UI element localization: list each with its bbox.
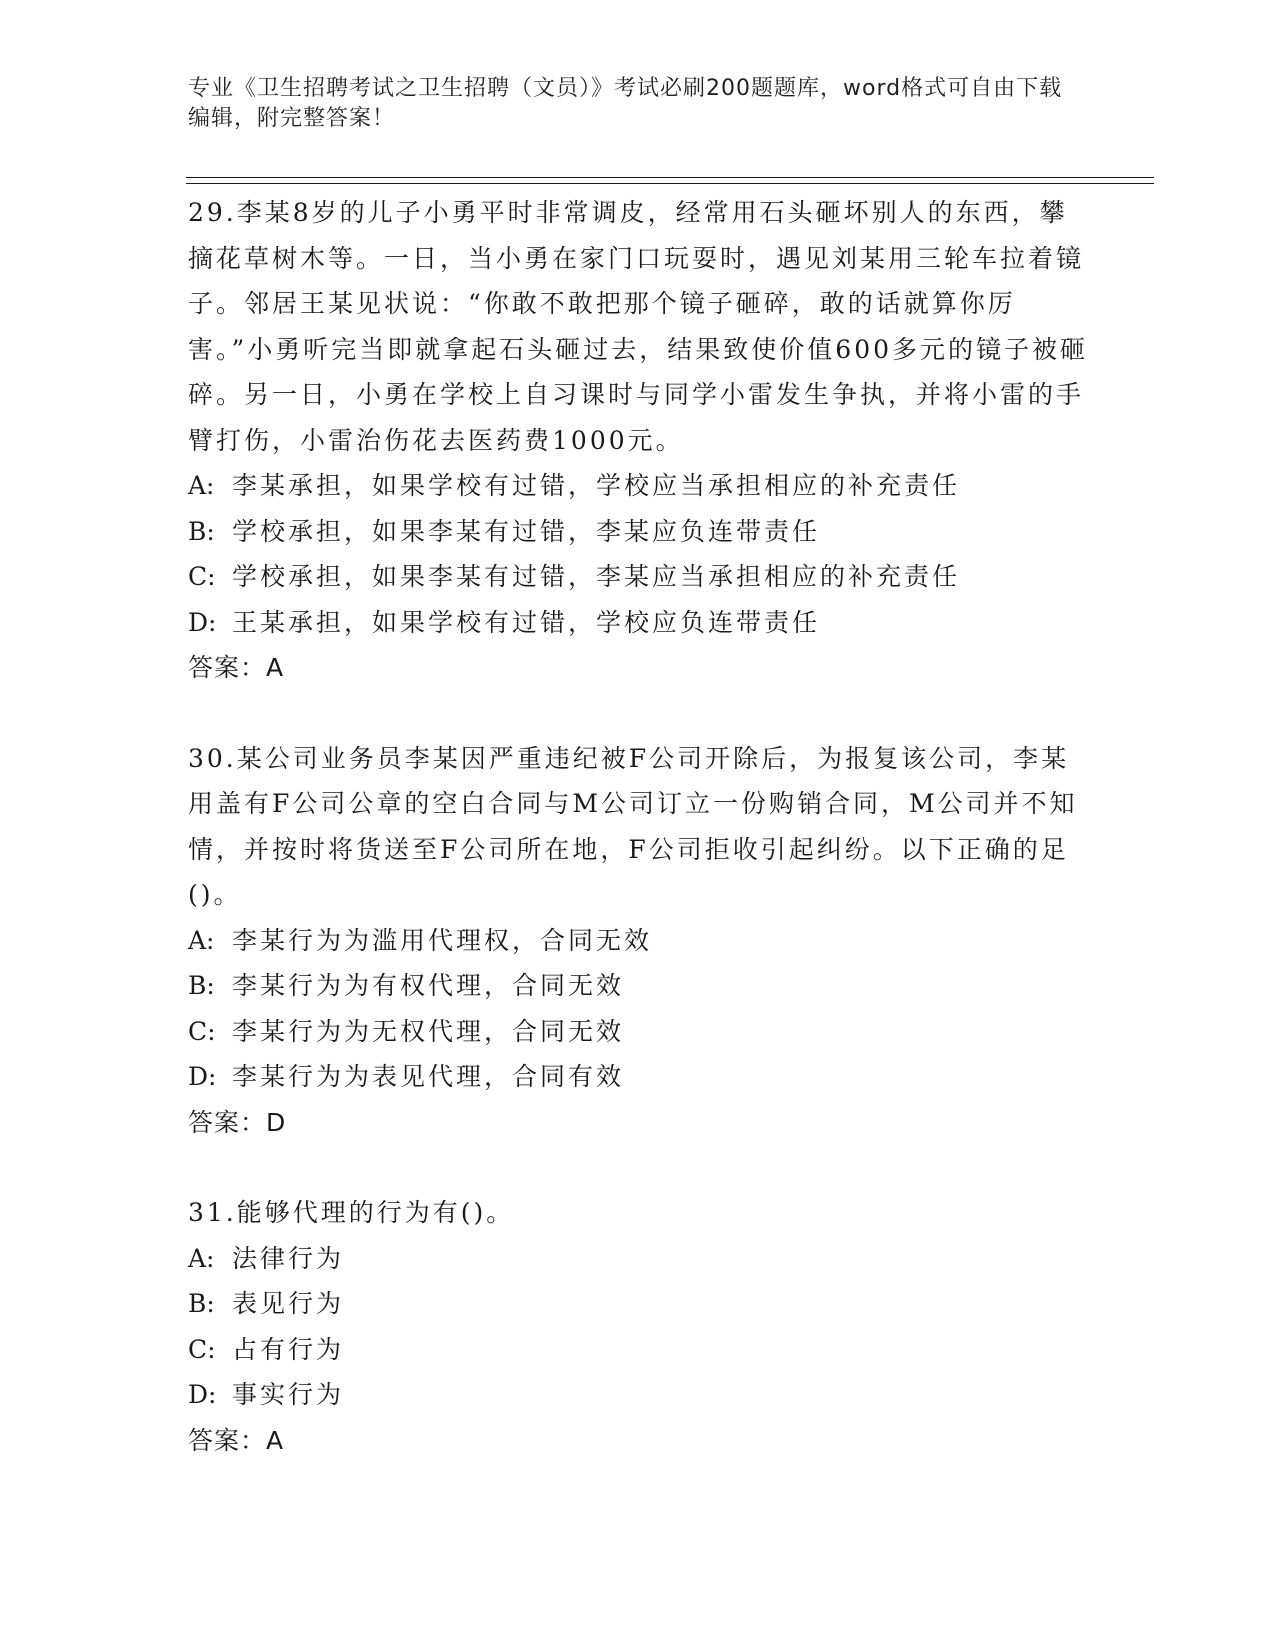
- option-d: [188, 600, 1088, 646]
- option-text: 占有行为: [232, 1334, 345, 1364]
- option-d: [188, 1372, 1088, 1418]
- option-c: [188, 1327, 1088, 1373]
- question-stem: [188, 1190, 1088, 1236]
- question-29: [188, 190, 1088, 691]
- option-a: [188, 463, 1088, 509]
- option-text: 法律行为: [232, 1243, 345, 1273]
- option-a: [188, 918, 1088, 964]
- question-text: 某公司业务员李某因严重违纪被F公司开除后，为报复该公司，李某用盖有F公司公章的空白合同与M公司订立一份购销合同，M公司并不知情，并按时将货送至F公司所在地，F公司拒收引起纠纷。以下正确的足()。: [188, 743, 1078, 909]
- option-text: 李某行为为表见代理，合同有效: [232, 1062, 625, 1091]
- option-a: [188, 1236, 1088, 1282]
- option-letter: A:: [188, 925, 215, 955]
- option-c: [188, 554, 1088, 600]
- option-text: 表见行为: [232, 1289, 345, 1318]
- question-gap: [188, 691, 1088, 736]
- option-text: 学校承担，如果李某有过错，李某应负连带责任: [232, 516, 821, 546]
- option-letter: A:: [188, 471, 215, 500]
- header-title: 专业《卫生招聘考试之卫生招聘（文员）》考试必刷200题题库，word格式可自由下载编辑，附完整答案！: [188, 76, 1063, 131]
- option-text: 李某行为为有权代理，合同无效: [232, 971, 625, 1000]
- option-letter: C:: [188, 1016, 216, 1046]
- option-text: 事实行为: [232, 1380, 345, 1409]
- option-letter: B:: [188, 1289, 215, 1318]
- option-text: 李某承担，如果学校有过错，学校应当承担相应的补充责任: [232, 471, 961, 500]
- question-number: 29.: [188, 198, 237, 227]
- option-text: 王某承担，如果学校有过错，学校应负连带责任: [232, 607, 821, 637]
- answer-line: 答案：D: [188, 1107, 287, 1137]
- option-b: [188, 963, 1088, 1009]
- question-number: 31.: [188, 1198, 237, 1227]
- question-stem: [188, 736, 1088, 918]
- question-30: [188, 736, 1088, 1146]
- option-b: [188, 509, 1088, 555]
- option-text: 李某行为为滥用代理权，合同无效: [232, 925, 653, 955]
- option-letter: A:: [188, 1243, 215, 1273]
- option-letter: D:: [188, 1380, 217, 1409]
- option-letter: B:: [188, 516, 215, 546]
- option-letter: C:: [188, 562, 216, 591]
- question-31: [188, 1190, 1088, 1463]
- option-letter: B:: [188, 971, 215, 1000]
- header-divider-bottom: [186, 183, 1154, 184]
- question-text: 能够代理的行为有()。: [236, 1198, 515, 1227]
- question-text: 李某8岁的儿子小勇平时非常调皮，经常用石头砸坏别人的东西，攀摘花草树木等。一日，当小勇在家门口玩耍时，遇见刘某用三轮车拉着镜子。邻居王某见状说：“你敢不敢把那个镜子砸碎，敢的话就算你厉害。”小勇听完当即就拿起石头砸过去，结果致使价值600多元的镜子被砸碎。另一日，小勇在学校上自习课时与同学小雷发生争执，并将小雷的手臂打伤，小雷治伤花去医药费1000元。: [188, 198, 1089, 455]
- question-list: [188, 190, 1088, 1463]
- option-c: [188, 1009, 1088, 1055]
- option-b: [188, 1281, 1088, 1327]
- option-letter: C:: [188, 1334, 216, 1364]
- option-letter: D:: [188, 1062, 217, 1091]
- header-divider-top: [186, 177, 1154, 178]
- question-gap: [188, 1145, 1088, 1190]
- option-text: 李某行为为无权代理，合同无效: [232, 1016, 625, 1046]
- page-header: [188, 74, 1068, 134]
- answer-line: 答案：A: [188, 653, 285, 682]
- option-letter: D:: [188, 607, 217, 637]
- answer-line: 答案：A: [188, 1425, 285, 1455]
- question-stem: [188, 190, 1088, 463]
- question-number: 30.: [188, 743, 237, 773]
- option-text: 学校承担，如果李某有过错，李某应当承担相应的补充责任: [232, 562, 961, 591]
- option-d: [188, 1054, 1088, 1100]
